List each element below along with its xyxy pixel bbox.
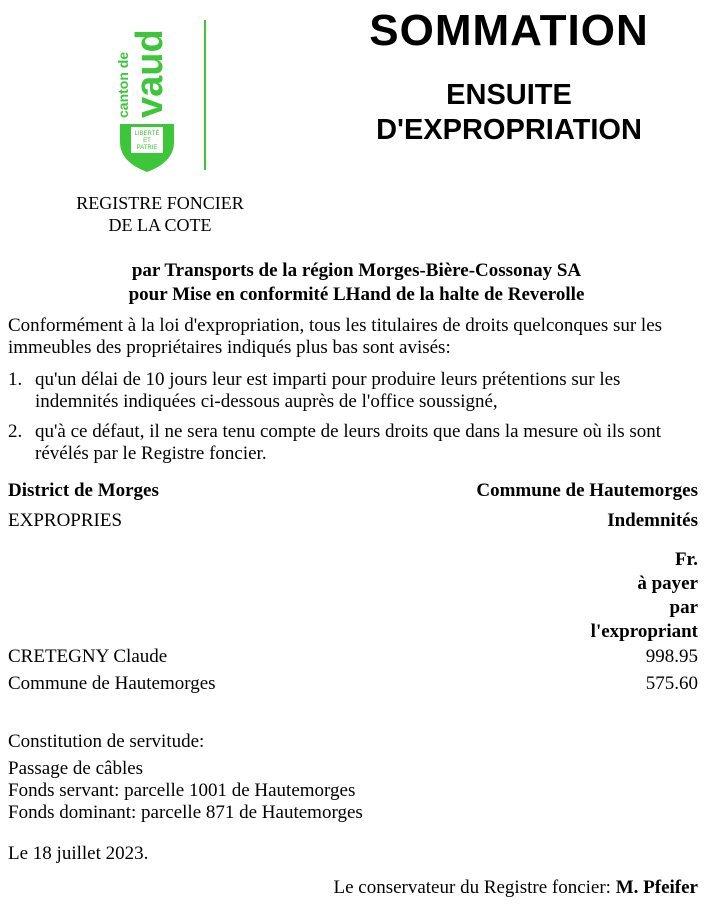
registre-foncier-label [40,192,280,236]
amount-head-line: par [669,597,698,618]
servitude-details [8,758,363,824]
logo-divider [204,20,206,170]
canton-de-vaud-logo [115,14,176,174]
document-subtitle [300,78,718,148]
signature-name: M. Pfeifer [615,877,698,898]
registre-line2: DE LA COTE [108,215,212,235]
expropries-header: EXPROPRIES [8,510,123,531]
servitude-line: Passage de câbles [8,758,144,779]
amount-column-header [591,548,698,644]
expropriation-context [0,259,713,307]
notice-item [8,369,703,413]
document-date: Le 18 juillet 2023. [8,843,149,864]
logo-motto-line2: ET [143,138,151,144]
intro-paragraph: Conformément à la loi d'expropriation, tous les titulaires de droits quelconques sur les immeubles des propriétaires indiqués plus bas sont avisés: [8,315,663,358]
servitude-line: Fonds servant: parcelle 1001 de Hautemorges [8,780,356,801]
item-number: 1. [8,369,23,390]
notice-item [8,421,703,465]
amount-head-line: à payer [637,573,698,594]
servitude-line: Fonds dominant: parcelle 871 de Hautemorges [8,802,363,823]
district-name: District de Morges [8,480,159,501]
document-title: SOMMATION [369,6,649,55]
subtitle-line2: D'EXPROPRIATION [376,114,642,146]
logo-motto-line3: PATRIE [136,145,158,151]
subtitle-line1: ENSUITE [446,79,572,111]
item-number: 2. [8,421,23,442]
context-line2: pour Mise en conformité LHand de la halte de Reverolle [128,284,585,305]
indemnites-header: Indemnités [607,510,698,531]
signature-label: Le conservateur du Registre foncier: [333,877,611,898]
context-line1: par Transports de la région Morges-Bière-Cossonay SA [131,260,582,281]
commune-name: Commune de Hautemorges [476,480,698,501]
amount-head-line: Fr. [674,549,698,570]
owner-name: Commune de Hautemorges [8,673,216,694]
owner-amount: 575.60 [645,673,698,694]
owner-amount: 998.95 [645,646,698,667]
amount-head-line: l'expropriant [590,621,698,642]
signature-line [333,876,698,900]
logo-motto-line1: LIBERTÉ [134,131,160,137]
logo-canton-text: canton de [115,51,131,118]
item-text: qu'à ce défaut, il ne sera tenu compte de leurs droits que dans la mesure où ils sont révélés par le Registre foncier. [35,421,662,464]
servitude-title: Constitution de servitude: [8,731,205,752]
item-text: qu'un délai de 10 jours leur est imparti pour produire leurs prétentions sur les indemnités indiquées ci-dessous auprès de l'office soussigné, [35,369,621,412]
owner-name: CRETEGNY Claude [8,646,168,667]
logo-vaud-text: vaud [129,29,171,118]
registre-line1: REGISTRE FONCIER [76,193,244,213]
